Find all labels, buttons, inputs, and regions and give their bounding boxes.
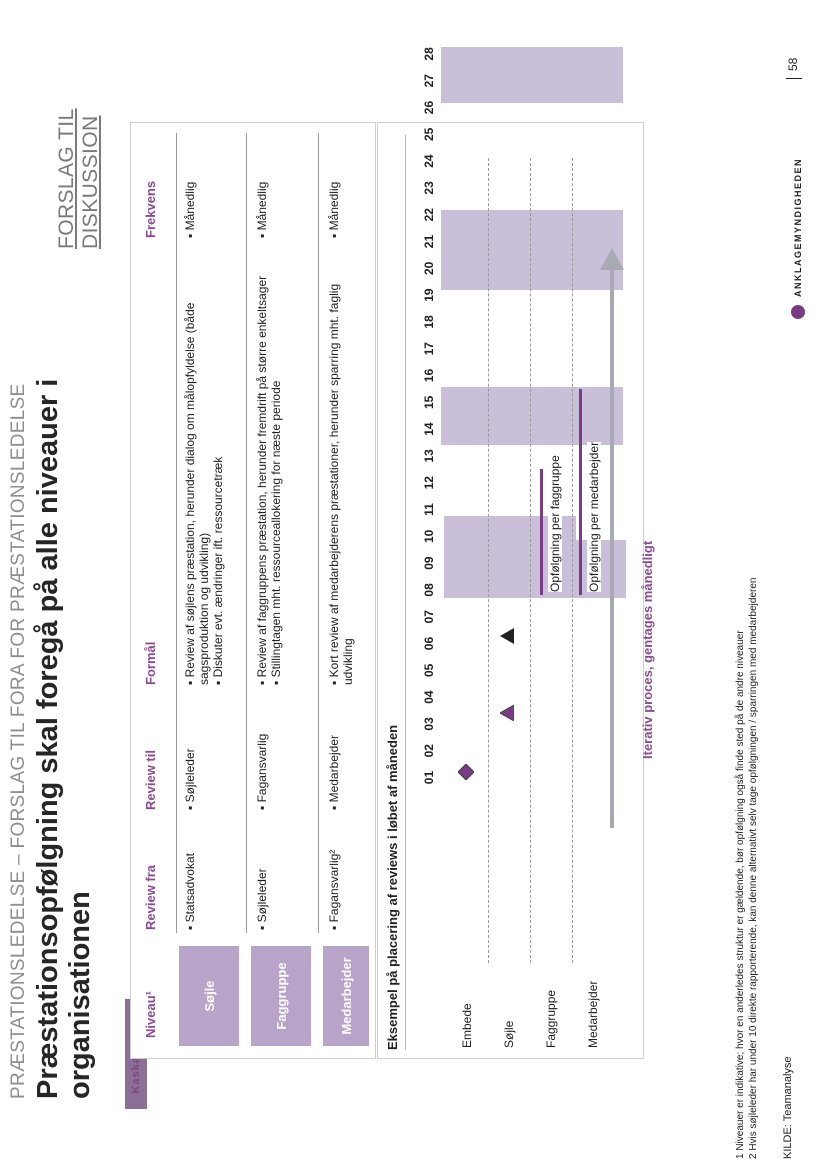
- iterative-label: Iterativ proces, gentages månedligt: [640, 540, 655, 759]
- header-purpose: Formål: [143, 641, 158, 685]
- iteration-arrowhead-icon: [600, 248, 624, 270]
- footnote-2: 2 Hvis søjleleder har under 10 direkte rapporterende, kan denne alternativt selv tage opfølgningen / sparringen med medarbejderen: [748, 577, 759, 1159]
- row1-to: ▪ Søjleleder: [183, 748, 197, 810]
- band-mid-month: [441, 387, 623, 445]
- slide-kicker: PRÆSTATIONSLEDELSE – FORSLAG TIL FORA FOR PRÆSTATIONSLEDELSE: [8, 383, 29, 1099]
- day-number: 24: [422, 154, 436, 168]
- level-medarbejder: Medarbejder: [323, 946, 369, 1046]
- day-number: 25: [422, 127, 436, 141]
- day-number: 06: [422, 636, 436, 651]
- day-number: 13: [422, 449, 436, 463]
- level-faggruppe: Faggruppe: [251, 946, 311, 1046]
- day-number: 08: [422, 583, 436, 597]
- header-review-to: Review til: [143, 750, 158, 810]
- page-divider: [786, 78, 802, 79]
- example-title: Eksempel på placering af reviews i løbet af måneden: [385, 724, 400, 1050]
- day-number: 26: [422, 100, 436, 115]
- day-number: 19: [422, 288, 436, 302]
- title-rule: [405, 135, 406, 1050]
- slide-title: Præstationsopfølgning skal foregå på alle niveauer i organisationen: [32, 378, 96, 1099]
- day-number: 23: [422, 181, 436, 195]
- row1-purpose: ▪ Review af søjlens præstation, herunder dialog om målopfyldelse (både sagsproduktion og udvikling) ▪ Diskuter evt. ændringer ift. ressourcetræk: [183, 302, 225, 685]
- day-number: 10: [422, 529, 436, 543]
- medarbejder-span: [579, 389, 582, 595]
- day-number: 20: [422, 261, 436, 275]
- row-divider: [572, 158, 573, 963]
- band-medarbejder-days: [576, 540, 626, 598]
- row3-purpose: ▪ Kort review af medarbejderens præstationer, herunder sparring mht. faglig udvikling: [327, 283, 355, 685]
- row-separator: [318, 133, 319, 933]
- header-niveau: Niveau¹: [143, 991, 158, 1038]
- day-number: 09: [422, 556, 436, 570]
- day-number: 22: [422, 208, 436, 222]
- day-number: 27: [422, 74, 436, 88]
- row2-to: ▪ Fagansvarlig: [255, 733, 269, 810]
- row2-purpose: ▪ Review af faggruppens præstation, herunder fremdrift på større enkeltsager ▪ Stillingtagen mht. ressourceallokering for næste periode: [255, 275, 283, 685]
- row2-from: ▪ Søjleleder: [255, 868, 269, 930]
- footnote-1: 1 Niveauer er indikative; hvor en anderledes struktur er gældende, bør opfølgning også finde sted på de andre niveauer: [735, 630, 746, 1159]
- day-number: 17: [422, 342, 436, 356]
- row3-to: ▪ Medarbejder: [327, 735, 341, 810]
- header-review-from: Review fra: [143, 864, 158, 930]
- level-sojle: Søjle: [179, 946, 239, 1046]
- row-divider: [530, 158, 531, 963]
- day-number: 14: [422, 422, 436, 436]
- row-label-embede: Embede: [460, 1003, 474, 1048]
- day-number: 03: [422, 717, 436, 731]
- embede-diamond-icon: [458, 764, 474, 780]
- source-note: KILDE: Teamanalyse: [782, 1056, 794, 1159]
- crown-icon: [791, 305, 805, 319]
- row-separator: [176, 133, 177, 933]
- agency-name: ANKLAGEMYNDIGHEDEN: [793, 157, 803, 297]
- example-timeline: [377, 47, 644, 1059]
- row-label-faggruppe: Faggruppe: [544, 989, 558, 1048]
- day-number: 21: [422, 234, 436, 249]
- day-number: 05: [422, 663, 436, 677]
- iteration-arrow-bar: [610, 258, 614, 828]
- row3-frequency: ▪ Månedlig: [327, 181, 341, 238]
- sojle-triangle-icon: [500, 628, 514, 644]
- faggruppe-span: [540, 469, 543, 595]
- row-label-medarbejder: Medarbejder: [586, 980, 600, 1048]
- row-label-sojle: Søjle: [502, 1020, 516, 1048]
- header-frequency: Frekvens: [143, 180, 158, 238]
- band-days-20-22: [441, 210, 623, 290]
- row-separator: [246, 133, 247, 933]
- day-number: 28: [422, 47, 436, 61]
- day-number: 04: [422, 690, 436, 704]
- discussion-stamp: FORSLAG TIL DISKUSSION: [55, 108, 102, 249]
- faggruppe-label: Opfølgning per faggruppe: [548, 455, 562, 592]
- day-number: 02: [422, 744, 436, 758]
- row3-from: ▪ Fagansvarlig²: [327, 849, 341, 930]
- medarbejder-label: Opfølgning per medarbejder: [587, 441, 601, 592]
- row1-from: ▪ Statsadvokat: [183, 853, 197, 930]
- row2-frequency: ▪ Månedlig: [255, 181, 269, 238]
- day-number: 16: [422, 368, 436, 383]
- day-number: 11: [422, 503, 436, 516]
- review-table: [130, 122, 376, 1059]
- day-number: 15: [422, 395, 436, 409]
- day-number: 01: [422, 770, 436, 785]
- row-divider: [488, 158, 489, 963]
- agency-logo: [778, 99, 818, 319]
- day-number: 07: [422, 610, 436, 624]
- row1-frequency: ▪ Månedlig: [183, 181, 197, 238]
- day-number: 18: [422, 315, 436, 329]
- day-number: 12: [422, 476, 436, 490]
- band-days-27-28: [441, 47, 623, 103]
- page-number: 58: [786, 57, 800, 71]
- sojle-triangle-icon: [500, 705, 514, 721]
